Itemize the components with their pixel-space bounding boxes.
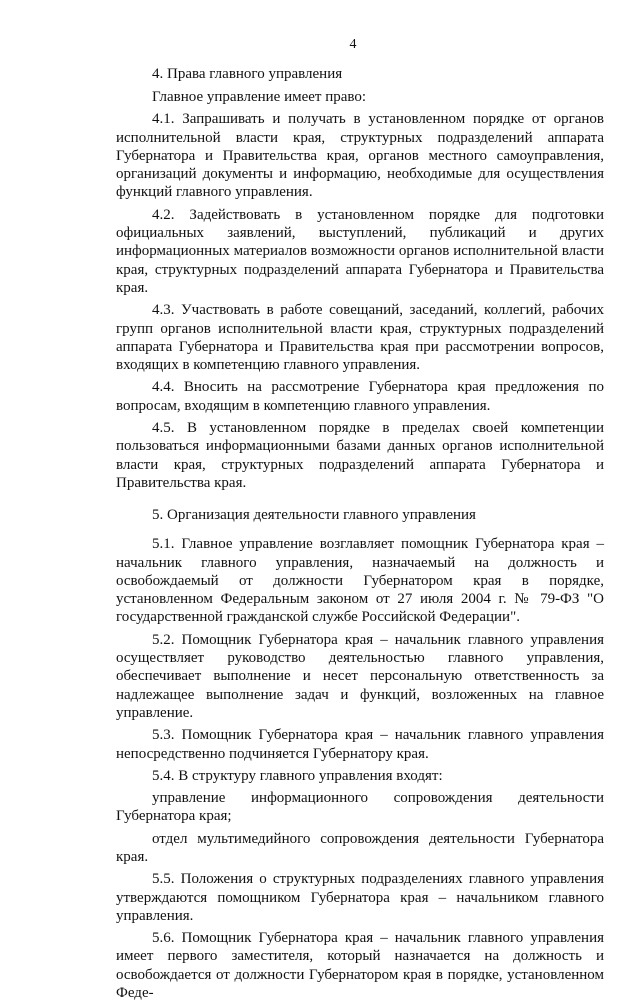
paragraph-5-4-item-1: управление информационного сопровождения деятельности Губернатора края;	[116, 790, 604, 825]
paragraph-5-6: 5.6. Помощник Губернатора края – начальник главного управления имеет первого заместителя, который назначается на должность и освобождается от должности Губернатором края в порядке, установленном Феде-	[116, 930, 604, 1002]
paragraph-4-5: 4.5. В установленном порядке в пределах своей компетенции пользоваться информационными базами данных органов исполнительной власти края, структурных подразделений аппарата Губернатора и Правительства края.	[116, 420, 604, 491]
paragraph-4-1: 4.1. Запрашивать и получать в установленном порядке от органов исполнительной власти края, структурных подразделений аппарата Губернатора и Правительства края, органов местного самоуправления, организаций документы и информацию, необходимые для осуществления функций главного управления.	[116, 111, 604, 201]
paragraph-5-5: 5.5. Положения о структурных подразделениях главного управления утверждаются помощником Губернатора края – начальником главного управления.	[116, 871, 604, 924]
section-4-intro: Главное управление имеет право:	[152, 89, 367, 105]
section-4-heading: 4. Права главного управления	[152, 66, 343, 82]
paragraph-5-4: 5.4. В структуру главного управления входят:	[152, 767, 443, 784]
page-number: 4	[349, 37, 357, 52]
paragraph-5-3: 5.3. Помощник Губернатора края – начальник главного управления непосредственно подчиняется Губернатору края.	[116, 727, 604, 762]
paragraph-4-4: 4.4. Вносить на рассмотрение Губернатора края предложения по вопросам, входящим в компетенцию главного управления.	[116, 379, 604, 414]
section-5-heading: 5. Организация деятельности главного управления	[152, 507, 476, 524]
paragraph-4-3: 4.3. Участвовать в работе совещаний, заседаний, коллегий, рабочих групп органов исполнительной власти края, структурных подразделений аппарата Губернатора и Правительства края при рассмотрении вопросов, входящих в компетенцию главного управления.	[116, 302, 604, 374]
paragraph-5-2: 5.2. Помощник Губернатора края – начальник главного управления осуществляет руководство деятельностью главного управления, обеспечивает выполнение и несет персональную ответственность за надлежащее выполнение задач и функций, возложенных на главное управление.	[116, 631, 604, 721]
paragraph-4-2: 4.2. Задействовать в установленном порядке для подготовки официальных заявлений, выступлений, публикаций и других информационных материалов возможности органов исполнительной власти края, структурных подразделений аппарата Губернатора и Правительства края.	[116, 206, 604, 296]
paragraph-5-1: 5.1. Главное управление возглавляет помощник Губернатора края – начальник главного управления, назначаемый на должность и освобождаемый от должности Губернатором края в порядке, установленном Федеральным законом от 27 июля 2004 г. № 79-ФЗ "О государственной гражданской службе Российской Федерации".	[116, 536, 604, 626]
paragraph-5-4-item-2: отдел мультимедийного сопровождения деятельности Губернатора края.	[116, 830, 604, 865]
